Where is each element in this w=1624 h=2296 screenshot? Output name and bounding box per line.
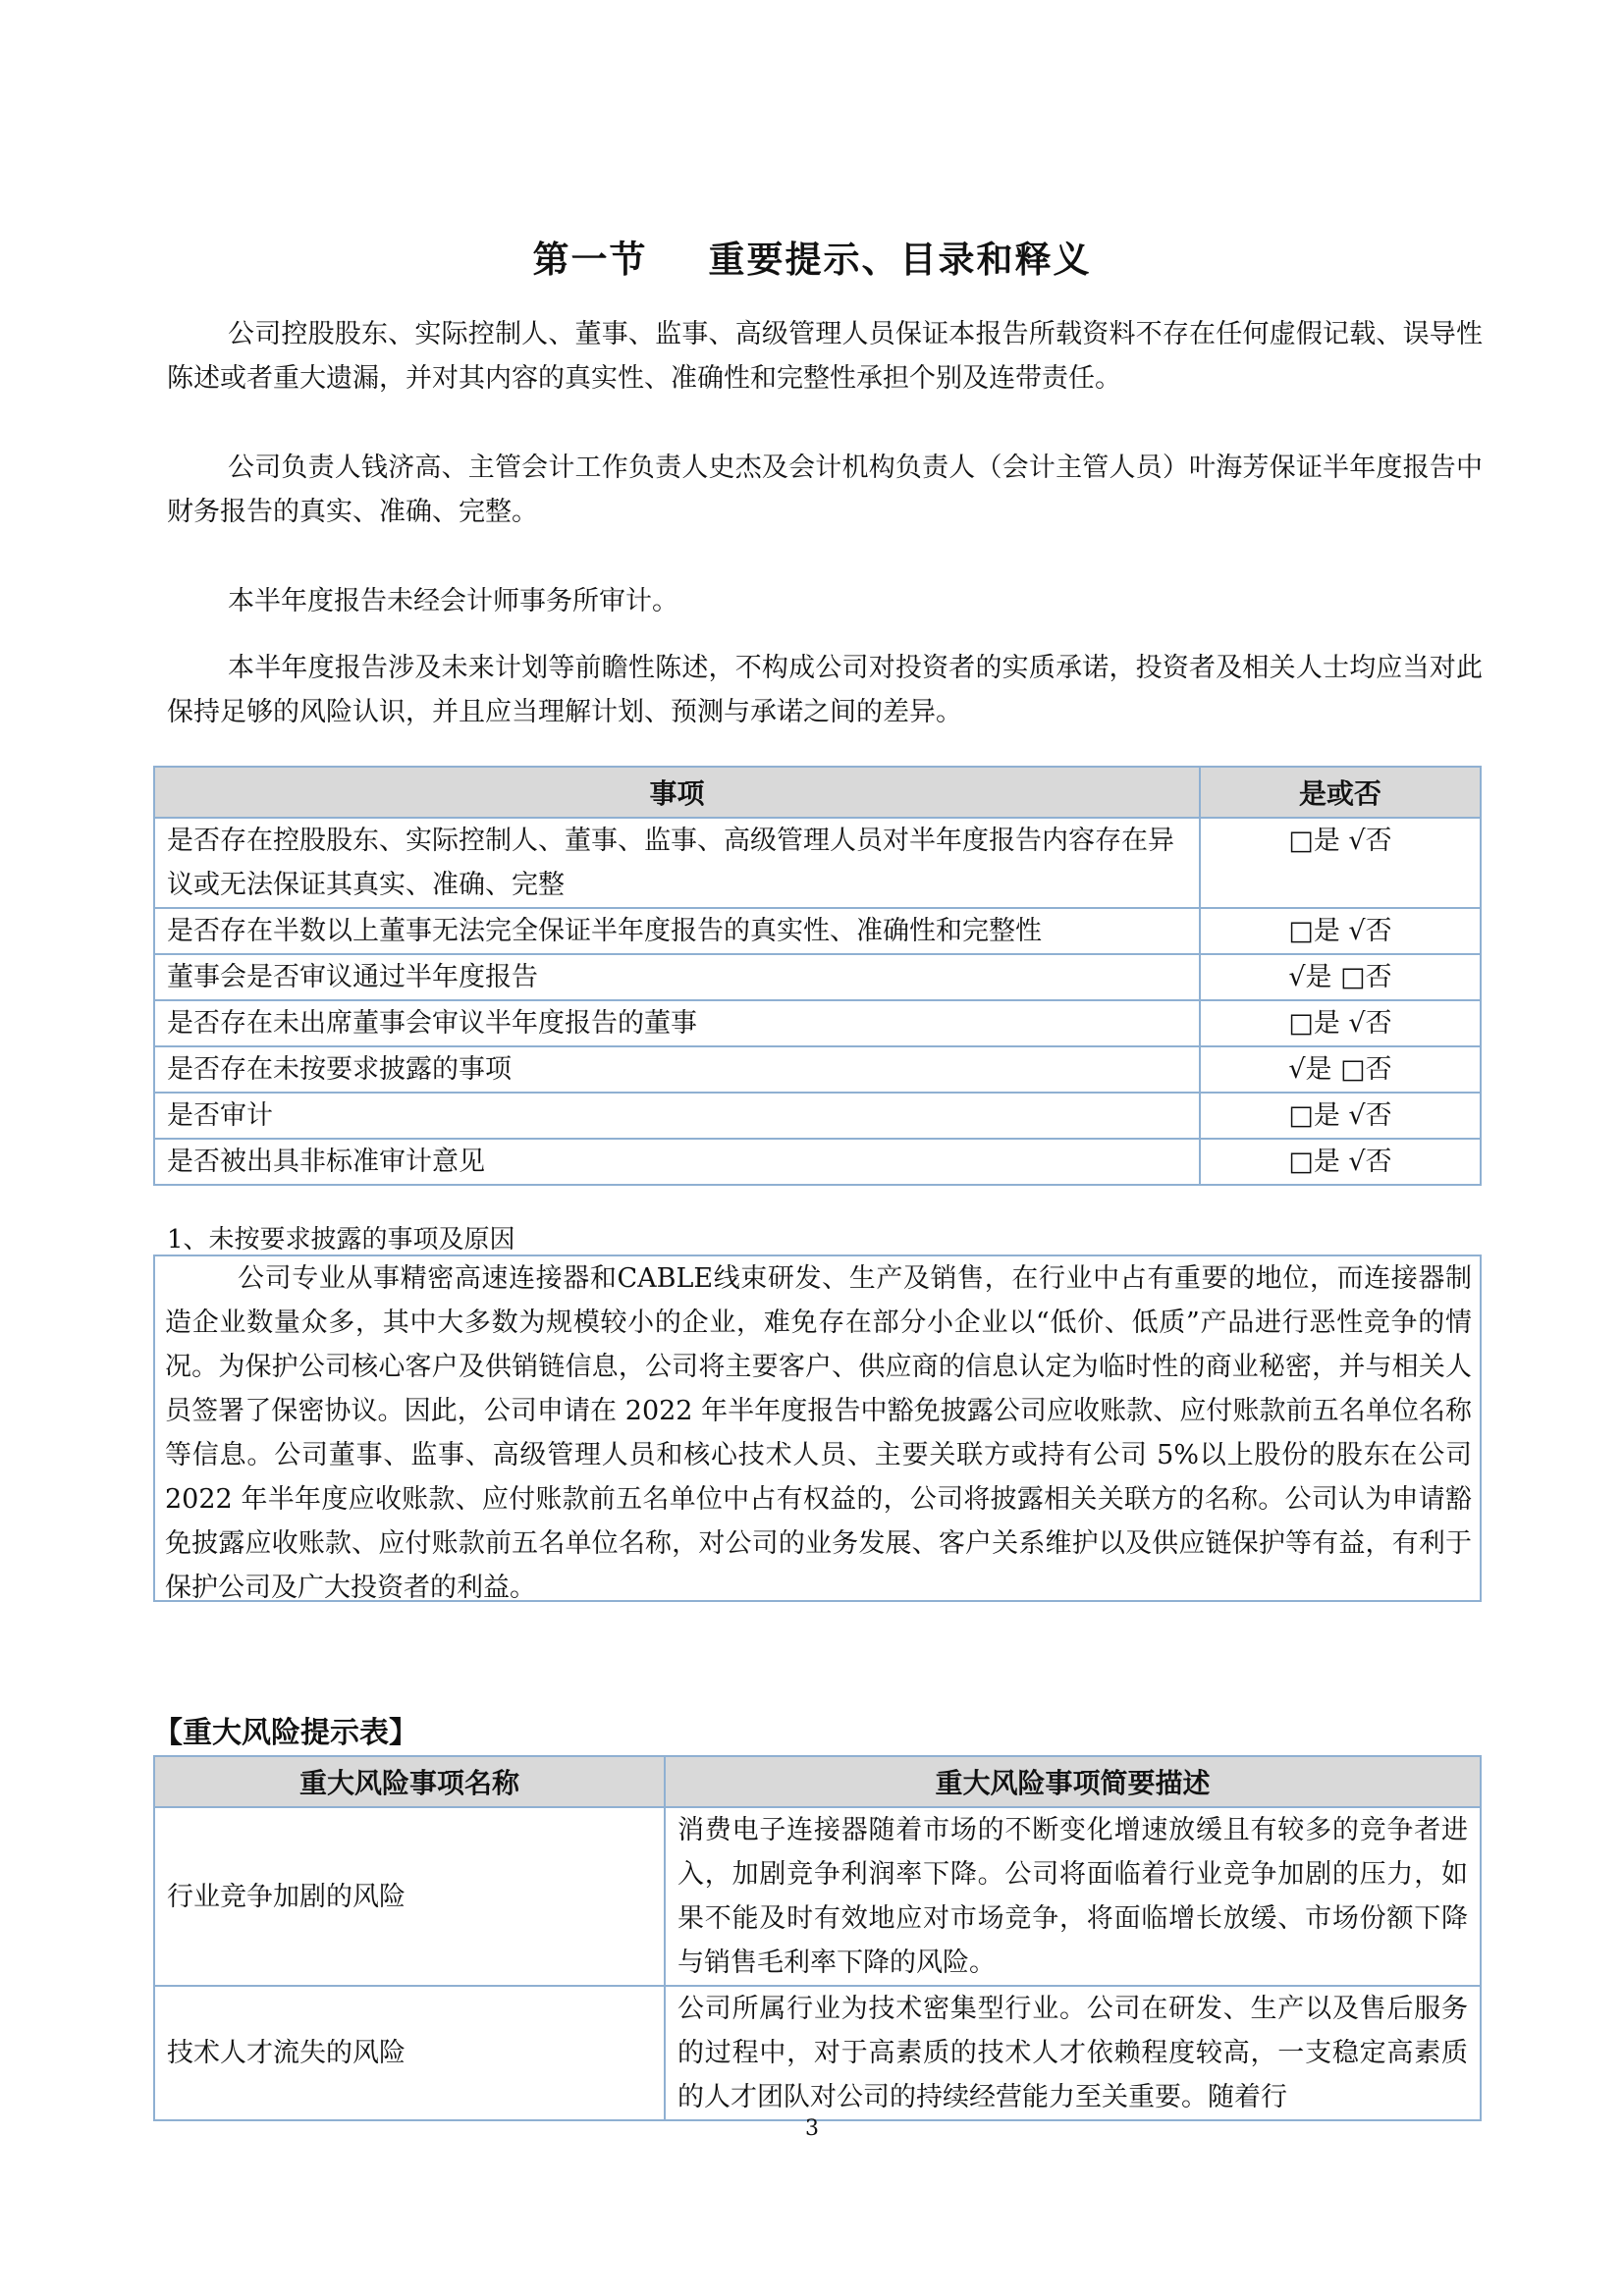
table-row <box>154 1046 1481 1093</box>
undisclosed-reason-text: 公司专业从事精密高速连接器和CABLE线束研发、生产及销售，在行业中占有重要的地位，而连接器制造企业数量众多，其中大多数为规模较小的企业，难免存在部分小企业以“低价、低质”产品进行恶性竞争的情况。为保护公司核心客户及供销链信息，公司将主要客户、供应商的信息认定为临时性的商业秘密，并与相关人员签署了保密协议。因此，公司申请在 2022 年半年度报告中豁免披露公司应收账款、应付账款前五名单位名称等信息。公司董事、监事、高级管理人员和核心技术人员、主要关联方或持有公司 5%以上股份的股东在公司 2022 年半年度应收账款、应付账款前五名单位中占有权益的，公司将披露相关关联方的名称。公司认为申请豁免披露应收账款、应付账款前五名单位名称，对公司的业务发展、客户关系维护以及供应链保护等有益，有利于保护公司及广大投资者的利益。 <box>165 1263 1472 1603</box>
header-matter: 事项 <box>154 767 1200 818</box>
table-row <box>154 1000 1481 1046</box>
table-header-row <box>154 1756 1481 1807</box>
risk-table <box>153 1755 1482 2121</box>
matter-answer: √是 □否 <box>1200 954 1481 1000</box>
risk-name: 行业竞争加剧的风险 <box>154 1807 665 1986</box>
table-row <box>154 818 1481 908</box>
table-row <box>154 1093 1481 1139</box>
undisclosed-heading: 1、未按要求披露的事项及原因 <box>167 1225 515 1255</box>
matter-answer: □是 √否 <box>1200 908 1481 954</box>
paragraph-guarantee: 公司控股股东、实际控制人、董事、监事、高级管理人员保证本报告所载资料不存在任何虚假记载、误导性陈述或者重大遗漏，并对其内容的真实性、准确性和完整性承担个别及连带责任。 <box>167 319 1483 394</box>
matter-answer: √是 □否 <box>1200 1046 1481 1093</box>
risk-table-title: 【重大风险提示表】 <box>153 1716 418 1750</box>
paragraph-responsible-persons: 公司负责人钱济高、主管会计工作负责人史杰及会计机构负责人（会计主管人员）叶海芳保证半年度报告中财务报告的真实、准确、完整。 <box>167 453 1483 527</box>
table-row <box>154 908 1481 954</box>
risk-name: 技术人才流失的风险 <box>154 1986 665 2120</box>
section-title <box>0 230 1624 283</box>
section-heading: 重要提示、目录和释义 <box>708 239 1092 281</box>
section-prefix: 第一节 <box>532 239 648 281</box>
matter-item: 董事会是否审议通过半年度报告 <box>154 954 1200 1000</box>
matter-answer: □是 √否 <box>1200 1139 1481 1185</box>
header-risk-name: 重大风险事项名称 <box>154 1756 665 1807</box>
matter-item: 是否审计 <box>154 1093 1200 1139</box>
table-row <box>154 954 1481 1000</box>
paragraph-not-audited: 本半年度报告未经会计师事务所审计。 <box>228 586 678 616</box>
header-risk-desc: 重大风险事项简要描述 <box>665 1756 1481 1807</box>
risk-description: 消费电子连接器随着市场的不断变化增速放缓且有较多的竞争者进入，加剧竞争利润率下降。公司将面临着行业竞争加剧的压力，如果不能及时有效地应对市场竞争，将面临增长放缓、市场份额下降与销售毛利率下降的风险。 <box>665 1807 1481 1986</box>
table-row <box>154 1807 1481 1986</box>
table-row <box>154 1986 1481 2120</box>
matter-item: 是否存在未出席董事会审议半年度报告的董事 <box>154 1000 1200 1046</box>
table-row <box>154 1139 1481 1185</box>
matters-table <box>153 766 1482 1186</box>
matter-item: 是否存在未按要求披露的事项 <box>154 1046 1200 1093</box>
matter-answer: □是 √否 <box>1200 1093 1481 1139</box>
page-number: 3 <box>805 2116 819 2141</box>
undisclosed-reason-box <box>153 1255 1482 1602</box>
matter-item: 是否存在控股股东、实际控制人、董事、监事、高级管理人员对半年度报告内容存在异议或无法保证其真实、准确、完整 <box>154 818 1200 908</box>
matter-item: 是否被出具非标准审计意见 <box>154 1139 1200 1185</box>
matter-answer: □是 √否 <box>1200 1000 1481 1046</box>
paragraph-forward-looking: 本半年度报告涉及未来计划等前瞻性陈述，不构成公司对投资者的实质承诺，投资者及相关人士均应当对此保持足够的风险认识，并且应当理解计划、预测与承诺之间的差异。 <box>167 653 1483 727</box>
header-yes-no: 是或否 <box>1200 767 1481 818</box>
risk-description: 公司所属行业为技术密集型行业。公司在研发、生产以及售后服务的过程中，对于高素质的技术人才依赖程度较高，一支稳定高素质的人才团队对公司的持续经营能力至关重要。随着行 <box>665 1986 1481 2120</box>
matter-item: 是否存在半数以上董事无法完全保证半年度报告的真实性、准确性和完整性 <box>154 908 1200 954</box>
table-header-row <box>154 767 1481 818</box>
matter-answer: □是 √否 <box>1200 818 1481 908</box>
